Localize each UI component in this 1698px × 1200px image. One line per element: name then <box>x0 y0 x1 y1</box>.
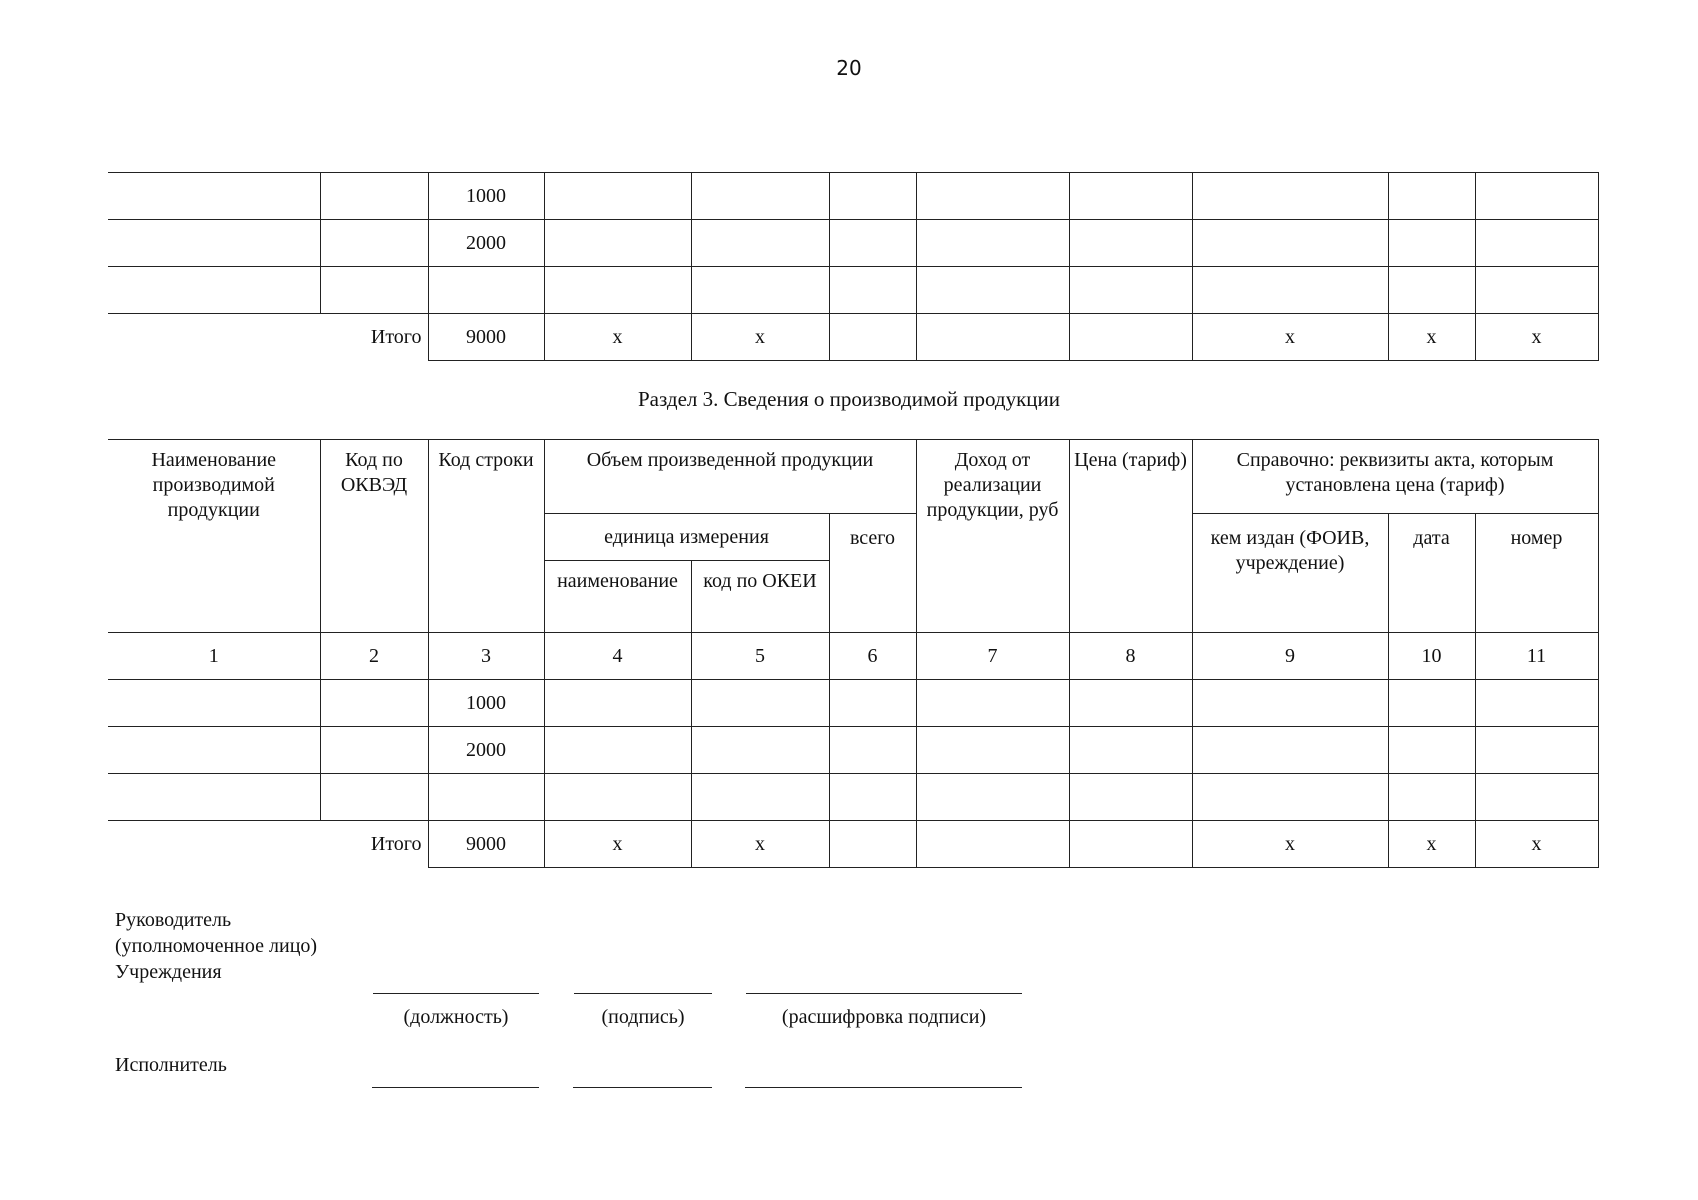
executor-signature-line[interactable] <box>573 1087 712 1088</box>
cell-line-code: 2000 <box>428 220 544 267</box>
total-cell <box>829 314 916 361</box>
total-cell: x <box>1192 314 1388 361</box>
table-row <box>108 774 1598 821</box>
column-number: 3 <box>428 633 544 680</box>
table-row <box>108 220 1598 267</box>
header-issuer: кем издан (ФОИВ, учреждение) <box>1192 514 1388 633</box>
table-row <box>108 173 1598 220</box>
header-unit: единица измерения <box>544 514 829 561</box>
total-cell <box>916 314 1069 361</box>
executor-label: Исполнитель <box>115 1054 227 1076</box>
column-number: 5 <box>691 633 829 680</box>
products-table <box>108 439 1599 868</box>
total-row <box>108 821 1598 868</box>
previous-section-table <box>108 172 1599 361</box>
column-number: 6 <box>829 633 916 680</box>
total-cell: x <box>1475 821 1598 868</box>
header-income: Доход от реализации продукции, руб <box>916 440 1069 633</box>
head-label-line: Руководитель <box>115 909 232 931</box>
header-number: номер <box>1475 514 1598 633</box>
total-label: Итого <box>108 821 428 868</box>
head-label-line: (уполномоченное лицо) <box>115 935 318 957</box>
total-cell <box>829 821 916 868</box>
total-cell: x <box>691 821 829 868</box>
header-total: всего <box>829 514 916 633</box>
column-number: 10 <box>1388 633 1475 680</box>
column-number: 9 <box>1192 633 1388 680</box>
header-okei: код по ОКЕИ <box>691 561 829 633</box>
total-cell: x <box>691 314 829 361</box>
header-product-name: Наименование производимой продукции <box>108 440 320 633</box>
decode-line[interactable] <box>746 993 1022 994</box>
cell-line-code: 1000 <box>428 680 544 727</box>
header-volume: Объем произведенной продукции <box>544 440 916 514</box>
cell-okved <box>320 173 428 220</box>
section-title: Раздел 3. Сведения о производимой продукции <box>637 387 1060 411</box>
header-reference: Справочно: реквизиты акта, которым установлена цена (тариф) <box>1192 440 1598 514</box>
total-cell: x <box>544 314 691 361</box>
header-unit-name: наименование <box>544 561 691 633</box>
cell-line-code <box>428 267 544 314</box>
total-row <box>108 314 1598 361</box>
column-number: 8 <box>1069 633 1192 680</box>
column-number: 11 <box>1475 633 1598 680</box>
total-cell: x <box>1475 314 1598 361</box>
cell-line-code: 2000 <box>428 727 544 774</box>
head-label-line: Учреждения <box>115 961 222 983</box>
total-label: Итого <box>108 314 428 361</box>
table-row <box>108 680 1598 727</box>
header-row <box>108 440 1598 514</box>
position-caption: (должность) <box>403 1006 509 1028</box>
executor-decode-line[interactable] <box>745 1087 1022 1088</box>
total-cell: x <box>1388 314 1475 361</box>
total-cell <box>1069 314 1192 361</box>
total-cell: x <box>544 821 691 868</box>
header-okved: Код по ОКВЭД <box>320 440 428 633</box>
head-label <box>115 907 317 985</box>
signature-caption: (подпись) <box>601 1006 685 1028</box>
total-cell <box>916 821 1069 868</box>
page-number: 20 <box>836 56 862 80</box>
executor-position-line[interactable] <box>372 1087 539 1088</box>
column-number: 1 <box>108 633 320 680</box>
cell-line-code: 1000 <box>428 173 544 220</box>
header-date: дата <box>1388 514 1475 633</box>
header-price: Цена (тариф) <box>1069 440 1192 633</box>
decode-caption: (расшифровка подписи) <box>781 1006 987 1028</box>
total-cell: x <box>1388 821 1475 868</box>
cell-line-code <box>428 774 544 821</box>
total-code: 9000 <box>428 821 544 868</box>
column-number: 2 <box>320 633 428 680</box>
total-cell: x <box>1192 821 1388 868</box>
total-cell <box>1069 821 1192 868</box>
signature-line[interactable] <box>574 993 712 994</box>
cell-name <box>108 173 320 220</box>
column-number: 4 <box>544 633 691 680</box>
table-row <box>108 267 1598 314</box>
table-row <box>108 727 1598 774</box>
column-numbers-row <box>108 633 1598 680</box>
position-line[interactable] <box>373 993 539 994</box>
total-code: 9000 <box>428 314 544 361</box>
header-line-code: Код строки <box>428 440 544 633</box>
column-number: 7 <box>916 633 1069 680</box>
